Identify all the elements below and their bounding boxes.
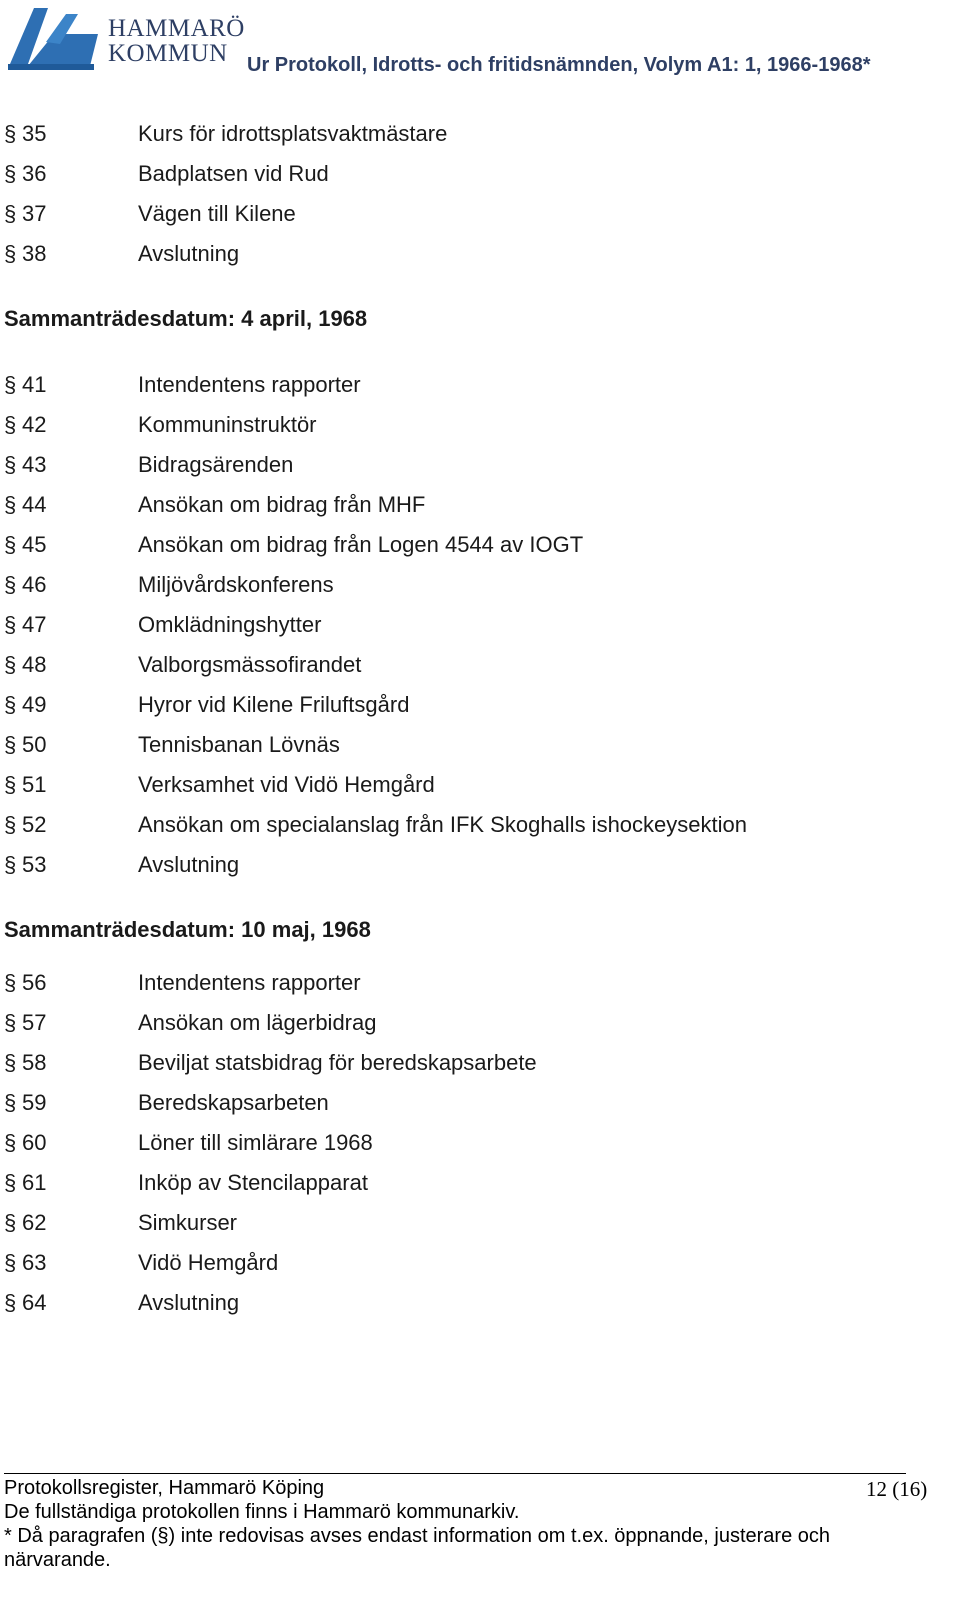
agenda-item [4, 845, 944, 885]
paragraph-number-value: 43 [22, 452, 47, 477]
agenda-item-title: Hyror vid Kilene Friluftsgård [138, 692, 410, 717]
paragraph-number-value: 35 [22, 121, 47, 146]
agenda-item-title: Inköp av Stencilapparat [138, 1170, 368, 1195]
paragraph-number [4, 452, 138, 478]
paragraph-number [4, 1050, 138, 1076]
section-symbol: § [4, 1130, 17, 1155]
paragraph-number-value: 48 [22, 652, 47, 677]
agenda-item-title: Avslutning [138, 1290, 240, 1315]
paragraph-number-value: 45 [22, 532, 47, 557]
section-symbol: § [4, 532, 17, 557]
agenda-item [4, 525, 944, 565]
paragraph-number [4, 241, 138, 267]
paragraph-number-value: 52 [22, 812, 47, 837]
section-symbol: § [4, 161, 17, 186]
agenda-item [4, 1203, 944, 1243]
paragraph-number [4, 1290, 138, 1316]
paragraph-number [4, 692, 138, 718]
agenda-item [4, 365, 944, 405]
footer-register-name: Protokollsregister, Hammarö Köping [4, 1477, 325, 1499]
agenda-item [4, 963, 944, 1003]
paragraph-number-value: 58 [22, 1050, 47, 1075]
agenda-item [4, 605, 944, 645]
paragraph-number-value: 50 [22, 732, 47, 757]
section-symbol: § [4, 1050, 17, 1075]
agenda-item-title: Valborgsmässofirandet [138, 652, 362, 677]
section-symbol: § [4, 1290, 17, 1315]
section-symbol: § [4, 612, 17, 637]
agenda-item [4, 1243, 944, 1283]
paragraph-number [4, 612, 138, 638]
paragraph-number [4, 812, 138, 838]
agenda-item [4, 565, 944, 605]
page-footer [0, 1469, 960, 1601]
section-symbol: § [4, 1250, 17, 1275]
paragraph-number-value: 61 [22, 1170, 47, 1195]
paragraph-number [4, 412, 138, 438]
paragraph-number [4, 970, 138, 996]
agenda-item [4, 405, 944, 445]
agenda-item-title: Verksamhet vid Vidö Hemgård [138, 772, 435, 797]
section-symbol: § [4, 412, 17, 437]
agenda-item-title: Löner till simlärare 1968 [138, 1130, 373, 1155]
paragraph-number [4, 1010, 138, 1036]
footer-archive-note: De fullständiga protokollen finns i Hammarö kommunarkiv. [4, 1501, 520, 1523]
paragraph-number [4, 1170, 138, 1196]
section-symbol: § [4, 652, 17, 677]
agenda-item-title: Intendentens rapporter [138, 372, 361, 397]
section-symbol: § [4, 1210, 17, 1235]
paragraph-number [4, 372, 138, 398]
agenda-item [4, 1283, 944, 1323]
agenda-item [4, 445, 944, 485]
paragraph-number [4, 201, 138, 227]
paragraph-number-value: 60 [22, 1130, 47, 1155]
hammaro-kommun-logo [8, 4, 245, 74]
session-date-heading: Sammanträdesdatum: 4 april, 1968 [4, 306, 368, 331]
paragraph-number-value: 41 [22, 372, 47, 397]
agenda-item-title: Simkurser [138, 1210, 238, 1235]
paragraph-number-value: 37 [22, 201, 47, 226]
agenda-item [4, 805, 944, 845]
agenda-item-title: Vidö Hemgård [138, 1250, 279, 1275]
agenda-item-title: Intendentens rapporter [138, 970, 361, 995]
agenda-item-title: Beviljat statsbidrag för beredskapsarbete [138, 1050, 537, 1075]
document-title: Ur Protokoll, Idrotts- och fritidsnämnden, Volym A1: 1, 1966-1968* [247, 54, 871, 76]
section-symbol: § [4, 812, 17, 837]
agenda-item-title: Omklädningshytter [138, 612, 322, 637]
agenda-item-title: Kurs för idrottsplatsvaktmästare [138, 121, 448, 146]
paragraph-number [4, 852, 138, 878]
agenda-item [4, 485, 944, 525]
paragraph-number-value: 53 [22, 852, 47, 877]
paragraph-number [4, 572, 138, 598]
paragraph-number-value: 57 [22, 1010, 47, 1035]
paragraph-number [4, 532, 138, 558]
agenda-item [4, 194, 944, 234]
paragraph-number-value: 47 [22, 612, 47, 637]
meeting-session [4, 910, 944, 1323]
footer-footnote: * Då paragrafen (§) inte redovisas avses endast information om t.ex. öppnande, justerare och [4, 1525, 831, 1547]
paragraph-number [4, 732, 138, 758]
agenda-item-title: Ansökan om specialanslag från IFK Skoghalls ishockeysektion [138, 812, 747, 837]
section-symbol: § [4, 772, 17, 797]
agenda-item [4, 1123, 944, 1163]
agenda-item [4, 154, 944, 194]
paragraph-number [4, 1130, 138, 1156]
paragraph-number [4, 1210, 138, 1236]
footer-footnote-continued: närvarande. [4, 1549, 111, 1571]
agenda-item [4, 114, 944, 154]
agenda-item [4, 1043, 944, 1083]
paragraph-number-value: 44 [22, 492, 47, 517]
section-symbol: § [4, 1090, 17, 1115]
agenda-item [4, 685, 944, 725]
agenda-item-title: Vägen till Kilene [138, 201, 296, 226]
paragraph-number [4, 121, 138, 147]
section-symbol: § [4, 492, 17, 517]
logo-text-hammaro: HAMMARÖ [108, 15, 245, 42]
session-date-heading: Sammanträdesdatum: 10 maj, 1968 [4, 917, 371, 942]
agenda-item-title: Bidragsärenden [138, 452, 294, 477]
section-symbol: § [4, 852, 17, 877]
logo-mark-icon [8, 4, 104, 74]
paragraph-number-value: 42 [22, 412, 47, 437]
section-symbol: § [4, 572, 17, 597]
section-symbol: § [4, 201, 17, 226]
paragraph-number-value: 36 [22, 161, 47, 186]
protocol-index [4, 114, 944, 1323]
agenda-item-title: Beredskapsarbeten [138, 1090, 329, 1115]
paragraph-number-value: 49 [22, 692, 47, 717]
agenda-item-title: Badplatsen vid Rud [138, 161, 329, 186]
section-symbol: § [4, 241, 17, 266]
paragraph-number-value: 59 [22, 1090, 47, 1115]
footer-divider [4, 1473, 906, 1474]
agenda-item [4, 1003, 944, 1043]
section-symbol: § [4, 121, 17, 146]
page-header [0, 0, 960, 90]
agenda-item-title: Miljövårdskonferens [138, 572, 334, 597]
paragraph-number [4, 161, 138, 187]
section-symbol: § [4, 1010, 17, 1035]
section-symbol: § [4, 732, 17, 757]
paragraph-number [4, 772, 138, 798]
paragraph-number-value: 38 [22, 241, 47, 266]
agenda-item [4, 725, 944, 765]
agenda-item [4, 1083, 944, 1123]
agenda-item [4, 1163, 944, 1203]
paragraph-number [4, 1250, 138, 1276]
page-number: 12 (16) [866, 1477, 928, 1501]
agenda-item-title: Ansökan om bidrag från MHF [138, 492, 426, 517]
agenda-item [4, 234, 944, 274]
paragraph-number-value: 56 [22, 970, 47, 995]
paragraph-number-value: 64 [22, 1290, 47, 1315]
paragraph-number-value: 46 [22, 572, 47, 597]
agenda-item-title: Ansökan om lägerbidrag [138, 1010, 377, 1035]
paragraph-number-value: 62 [22, 1210, 47, 1235]
section-symbol: § [4, 372, 17, 397]
paragraph-number-value: 63 [22, 1250, 47, 1275]
agenda-item-title: Avslutning [138, 241, 240, 266]
meeting-session [4, 114, 944, 274]
agenda-item-title: Ansökan om bidrag från Logen 4544 av IOGT [138, 532, 584, 557]
agenda-item-title: Avslutning [138, 852, 240, 877]
agenda-item-title: Tennisbanan Lövnäs [138, 732, 340, 757]
agenda-item [4, 645, 944, 685]
section-symbol: § [4, 452, 17, 477]
agenda-item-title: Kommuninstruktör [138, 412, 317, 437]
section-symbol: § [4, 692, 17, 717]
logo-text-kommun: KOMMUN [108, 40, 228, 67]
paragraph-number-value: 51 [22, 772, 47, 797]
paragraph-number [4, 492, 138, 518]
paragraph-number [4, 1090, 138, 1116]
paragraph-number [4, 652, 138, 678]
agenda-item [4, 765, 944, 805]
section-symbol: § [4, 1170, 17, 1195]
meeting-session [4, 299, 944, 885]
section-symbol: § [4, 970, 17, 995]
